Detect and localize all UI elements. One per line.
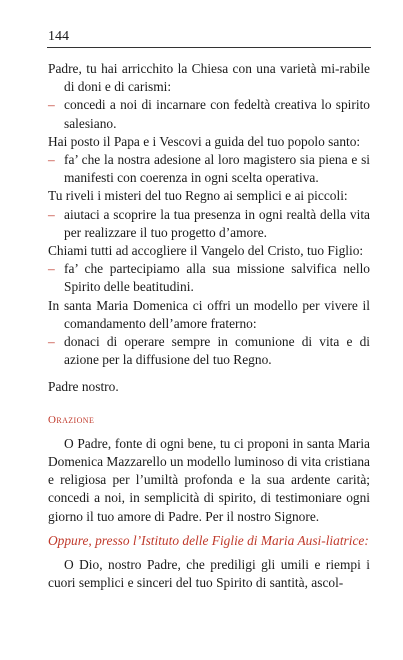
orazione-text: O Padre, fonte di ogni bene, tu ci proponi in santa Maria Domenica Mazzarello un modello luminoso di vita cristiana e religiosa per l’umiltà profonda e la sua ardente carità; concedi a noi, in semplicità di spirito, di testimoniare ogni giorno il tuo amore di Padre. Per il nostro Signore.: [48, 435, 370, 524]
rubric-alternative: Oppure, presso l’Istituto delle Figlie di Maria Ausi-liatrice:: [48, 532, 369, 548]
intercession-block: [48, 60, 370, 133]
intercession-block: [48, 242, 370, 297]
response-text: fa’ che partecipiamo alla sua missione salvifica nello Spirito delle beatitudini.: [64, 261, 370, 295]
page-content: [48, 60, 370, 592]
intercession-statement: In santa Maria Domenica ci offri un modello per vivere il comandamento dell’amore fraterno:: [48, 297, 370, 331]
closing-prayer: Padre nostro.: [48, 379, 119, 395]
intercession-response: [48, 260, 370, 296]
intercession-response: [48, 96, 370, 132]
response-dash: –: [48, 152, 55, 168]
intercession-statement: Tu riveli i misteri del tuo Regno ai semplici e ai piccoli:: [48, 188, 348, 204]
intercession-response: [48, 151, 370, 187]
intercession-statement: Padre, tu hai arricchito la Chiesa con una varietà mi-rabile di doni e di carismi:: [48, 61, 370, 95]
intercession-response: [48, 206, 370, 242]
intercession-statement: Hai posto il Papa e i Vescovi a guida del tuo popolo santo:: [48, 133, 361, 149]
response-dash: –: [48, 334, 55, 350]
response-text: concedi a noi di incarnare con fedeltà creativa lo spirito salesiano.: [64, 97, 370, 131]
response-dash: –: [48, 97, 55, 113]
page-number: 144: [48, 29, 69, 44]
response-dash: –: [48, 261, 55, 277]
spacer: [48, 397, 370, 411]
header-rule: [47, 47, 371, 48]
response-text: donaci di operare sempre in comunione di vita e di azione per la diffusione del tuo Regno.: [64, 334, 370, 368]
alternative-text: O Dio, nostro Padre, che prediligi gli umili e riempi i cuori semplici e sinceri del tuo Spirito di santità, ascol-: [48, 557, 370, 591]
section-heading-orazione: Orazione: [48, 413, 95, 426]
intercession-block: [48, 187, 370, 242]
response-dash: –: [48, 206, 55, 222]
intercession-response: [48, 333, 370, 369]
intercession-statement: Chiami tutti ad accogliere il Vangelo del Cristo, tuo Figlio:: [48, 243, 364, 259]
response-text: fa’ che la nostra adesione al loro magistero sia piena e si manifesti con coerenza in ogni scelta operativa.: [64, 152, 370, 186]
intercession-block: [48, 297, 370, 370]
intercession-block: [48, 133, 370, 188]
response-text: aiutaci a scoprire la tua presenza in ogni realtà della vita per realizzare il tuo progetto d’amore.: [64, 206, 370, 240]
spacer: [48, 369, 370, 378]
